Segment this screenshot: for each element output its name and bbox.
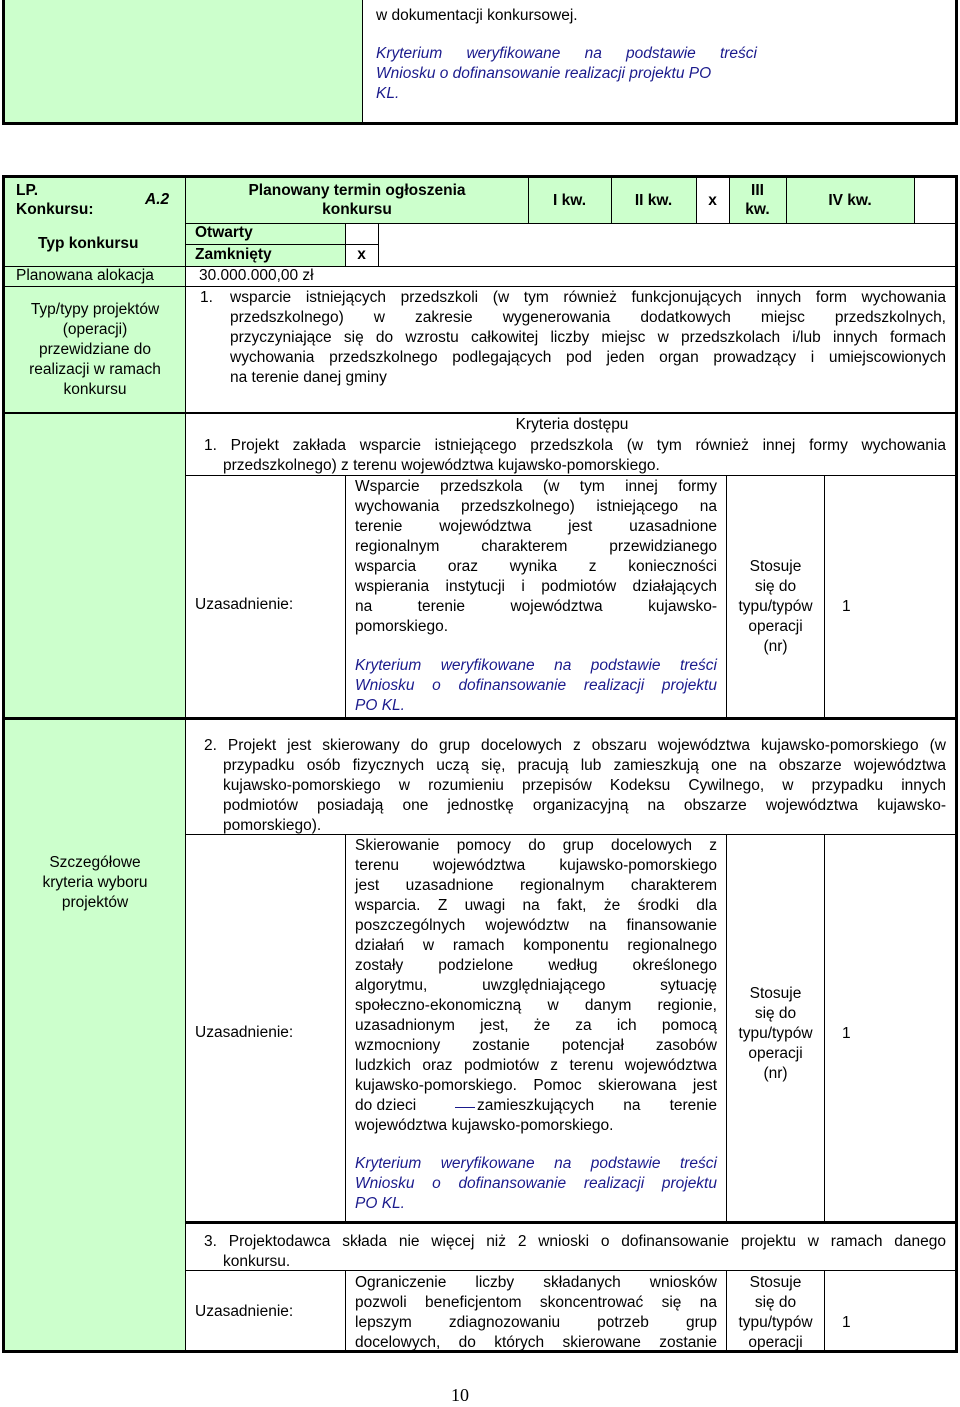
- k3-heading-1: 3. Projektodawca składa nie więcej niż 2 wnioski o dofinansowanie projektu w ramach danego: [204, 1233, 946, 1250]
- k1-uzas-3: terenie województwa jest uzasadnione: [355, 518, 717, 535]
- v-k2-uzas-line: [345, 834, 346, 1221]
- k1-stosuje-a: Stosuje: [749, 558, 802, 575]
- quarter-4: IV kw.: [828, 192, 872, 209]
- quarter-3-b: kw.: [745, 201, 770, 218]
- k1-uzas-6: wspierania instytucji i podmiotów działających: [355, 578, 717, 595]
- typ-konkursu-label: Typ konkursu: [38, 235, 139, 252]
- quarter-2-mark: x: [708, 192, 717, 209]
- h-k2-end-line: [185, 1221, 958, 1224]
- typy-line-4: wychowania przedszkolnego podlegających pod jeden organ prowadzący i umiejscowionych: [230, 349, 946, 366]
- k2-heading-1: 2. Projekt jest skierowany do grup docelowych z obszaru województwa kujawsko-pomorskiego (w: [204, 737, 946, 754]
- k2-stosuje-d: operacji: [748, 1045, 803, 1062]
- k1-uzas-4: regionalnym charakterem przewidzianego: [355, 538, 717, 555]
- k3-uzas-3: lepszym zdiagnozowaniu potrzeb grup: [355, 1314, 717, 1331]
- v-k1-stos-line: [824, 475, 825, 717]
- top-kryterium-a: Kryterium weryfikowane na podstawie treści: [376, 45, 757, 62]
- k1-uzas-8: pomorskiego.: [355, 618, 449, 635]
- k3-stosuje-b: się do: [754, 1294, 797, 1311]
- otwarty-label: Otwarty: [195, 224, 253, 241]
- k3-stosuje-d: operacji: [748, 1334, 803, 1351]
- v-left-col-line: [185, 178, 186, 1350]
- k2-uzas-1: Skierowanie pomocy do grup docelowych z: [355, 837, 717, 854]
- kryteria-left-a: Szczegółowe: [49, 854, 141, 871]
- k1-uzas-7: na terenie województwa kujawsko-: [355, 598, 717, 615]
- typy-label-a: Typ/typy projektów: [30, 301, 160, 318]
- top-kryterium-c: KL.: [376, 85, 400, 102]
- k2-blue-dash: [455, 1107, 475, 1108]
- k2-weryf-2: Wniosku o dofinansowanie realizacji projektu: [355, 1175, 717, 1192]
- k2-uzas-12: ludzkich oraz podmiotów z terenu województwa: [355, 1057, 717, 1074]
- k2-uzas-9: społeczno-ekonomiczną w danym regionie,: [355, 997, 717, 1014]
- k1-weryf-3: PO KL.: [355, 697, 405, 714]
- alokacja-value: 30.000.000,00 zł: [199, 267, 314, 284]
- k3-stosuje-a: Stosuje: [749, 1274, 802, 1291]
- typy-label-d: realizacji w ramach: [29, 361, 161, 378]
- page-number: 10: [451, 1385, 469, 1405]
- k3-heading-2: konkursu.: [223, 1253, 291, 1270]
- k1-uzas-2: wychowania przedszkolnego) istniejącego na: [355, 498, 717, 515]
- kryteria-left-b: kryteria wyboru: [42, 874, 148, 891]
- k2-weryf-3: PO KL.: [355, 1195, 405, 1212]
- k3-uzas-4: docelowych, do których skierowane zostanie: [355, 1334, 717, 1351]
- kryteria-dostepu-title: Kryteria dostępu: [515, 416, 629, 433]
- v-k1-uzas-line: [345, 475, 346, 717]
- k1-heading-2: przedszkolnego) z terenu województwa kujawsko-pomorskiego.: [223, 457, 660, 474]
- top-kryterium-b: Wniosku o dofinansowanie realizacji projektu PO: [376, 65, 712, 82]
- k2-stosuje-b: się do: [754, 1005, 797, 1022]
- k1-stosuje-e: (nr): [763, 638, 788, 655]
- k2-stosuje-value: 1: [842, 1025, 851, 1042]
- k2-uzas-10: uzasadnionym jest, że za ich pomocą: [355, 1017, 717, 1034]
- k1-uzas-1: Wsparcie przedszkola (w tym innej formy: [355, 478, 717, 495]
- h-k3-head-line: [185, 1270, 958, 1271]
- k2-uzas-13: kujawsko-pomorskiego. Pomoc skierowana jest: [355, 1077, 717, 1094]
- v-k3-uzas-line: [345, 1270, 346, 1350]
- k1-uzasadnienie-label: Uzasadnienie:: [195, 596, 294, 613]
- termin-label-b: konkursu: [322, 201, 392, 218]
- typy-label-c: przewidziane do: [38, 341, 151, 358]
- h-alokacja-line: [5, 286, 958, 287]
- alokacja-label: Planowana alokacja: [16, 267, 154, 284]
- k2-heading-3: kujawsko-pomorskiego w rozumieniu przepisów Kodeksu Cywilnego, w przypadku innych: [223, 777, 946, 794]
- lp-value: A.2: [145, 191, 170, 208]
- v-k2-stos-line: [824, 834, 825, 1221]
- k2-uzas-5: poszczególnych województw na finansowanie: [355, 917, 717, 934]
- k2-uzas-3: jest uzasadnione regionalnym charakterem: [355, 877, 717, 894]
- typy-number: 1.: [200, 289, 213, 306]
- v-k3-stos-line: [824, 1270, 825, 1350]
- quarter-1: I kw.: [552, 192, 587, 209]
- k2-weryf-1: Kryterium weryfikowane na podstawie treści: [355, 1155, 717, 1172]
- k3-uzas-2: pozwoli beneficjentom skoncentrować się na: [355, 1294, 717, 1311]
- quarter-3-a: III: [751, 182, 764, 199]
- k2-stosuje-e: (nr): [763, 1065, 788, 1082]
- h-k1-end-line: [5, 717, 958, 720]
- termin-label-a: Planowany termin ogłoszenia: [248, 182, 466, 199]
- k2-uzas-11: wzmocniony zostanie potencjał zasobów: [355, 1037, 717, 1054]
- h-header-line: [185, 223, 958, 224]
- k2-uzas-7: zostały podzielone według określonego: [355, 957, 717, 974]
- v-q4-line: [914, 178, 915, 223]
- kryteria-left-c: projektów: [61, 894, 129, 911]
- lp-label-a: LP.: [16, 182, 39, 199]
- k2-heading-4: podmiotów posiadają one jednostkę organizacyjną na obszarze województwa kujawsko-: [223, 797, 946, 814]
- k1-heading-1: 1. Projekt zakłada wsparcie istniejącego przedszkola (w tym również innej formy wychowania: [204, 437, 946, 454]
- k2-heading-2: przypadku osób fizycznych uczą się, pracują lub zamieszkują one na obszarze województwa: [223, 757, 946, 774]
- k1-weryf-2: Wniosku o dofinansowanie realizacji projektu: [355, 677, 717, 694]
- k1-stosuje-value: 1: [842, 598, 851, 615]
- lp-label-b: Konkursu:: [16, 201, 94, 218]
- top-line1: w dokumentacji konkursowej.: [376, 7, 578, 24]
- k2-uzas-2: terenu województwa kujawsko-pomorskiego: [355, 857, 717, 874]
- zamkniety-mark: x: [357, 246, 366, 263]
- k1-stosuje-b: się do: [754, 578, 797, 595]
- h-typy-line: [5, 412, 958, 414]
- k1-weryf-1: Kryterium weryfikowane na podstawie treści: [355, 657, 717, 674]
- k3-stosuje-c: typu/typów: [738, 1314, 813, 1331]
- k2-uzasadnienie-label: Uzasadnienie:: [195, 1024, 294, 1041]
- quarter-2: II kw.: [634, 192, 673, 209]
- k2-stosuje-c: typu/typów: [738, 1025, 813, 1042]
- k2-heading-5: pomorskiego).: [223, 817, 322, 834]
- k3-uzas-1: Ograniczenie liczby składanych wniosków: [355, 1274, 717, 1291]
- k1-stosuje-c: typu/typów: [738, 598, 813, 615]
- k2-stosuje-a: Stosuje: [749, 985, 802, 1002]
- k3-uzasadnienie-label: Uzasadnienie:: [195, 1303, 294, 1320]
- zamkniety-label: Zamknięty: [195, 246, 272, 263]
- k1-uzas-5: wsparcia oraz wynika z konieczności: [355, 558, 717, 575]
- k2-uzas-6: działań w ramach komponentu regionalnego: [355, 937, 717, 954]
- v-zamkniety-x-line: [378, 223, 379, 266]
- k2-uzas-8: algorytmu, uwzględniającego sytuację: [355, 977, 717, 994]
- typy-line-1: wsparcie istniejących przedszkoli (w tym również funkcjonujących innych form wychowania: [230, 289, 946, 306]
- typy-line-2: przedszkolnego) w zakresie wygenerowania dodatkowych miejsc przedszkolnych,: [230, 309, 946, 326]
- k2-uzas-14a: do dzieci: [355, 1097, 417, 1114]
- k2-uzas-14b: zamieszkujących na terenie: [477, 1097, 717, 1114]
- typy-line-3: przyczyniające się do wzrostu całkowitej liczby miejsc w przedszkolach i/lub innych formach: [230, 329, 946, 346]
- k1-stosuje-d: operacji: [748, 618, 803, 635]
- top-left-cell: [5, 0, 363, 122]
- typy-line-5: na terenie danej gminy: [230, 369, 387, 386]
- k2-uzas-15: województwa kujawsko-pomorskiego.: [355, 1117, 614, 1134]
- k3-stosuje-value: 1: [842, 1314, 851, 1331]
- k2-uzas-4: wsparcia. Z uwagi na fakt, że środki dla: [355, 897, 717, 914]
- typy-label-e: konkursu: [63, 381, 127, 398]
- typy-label-b: (operacji): [62, 321, 128, 338]
